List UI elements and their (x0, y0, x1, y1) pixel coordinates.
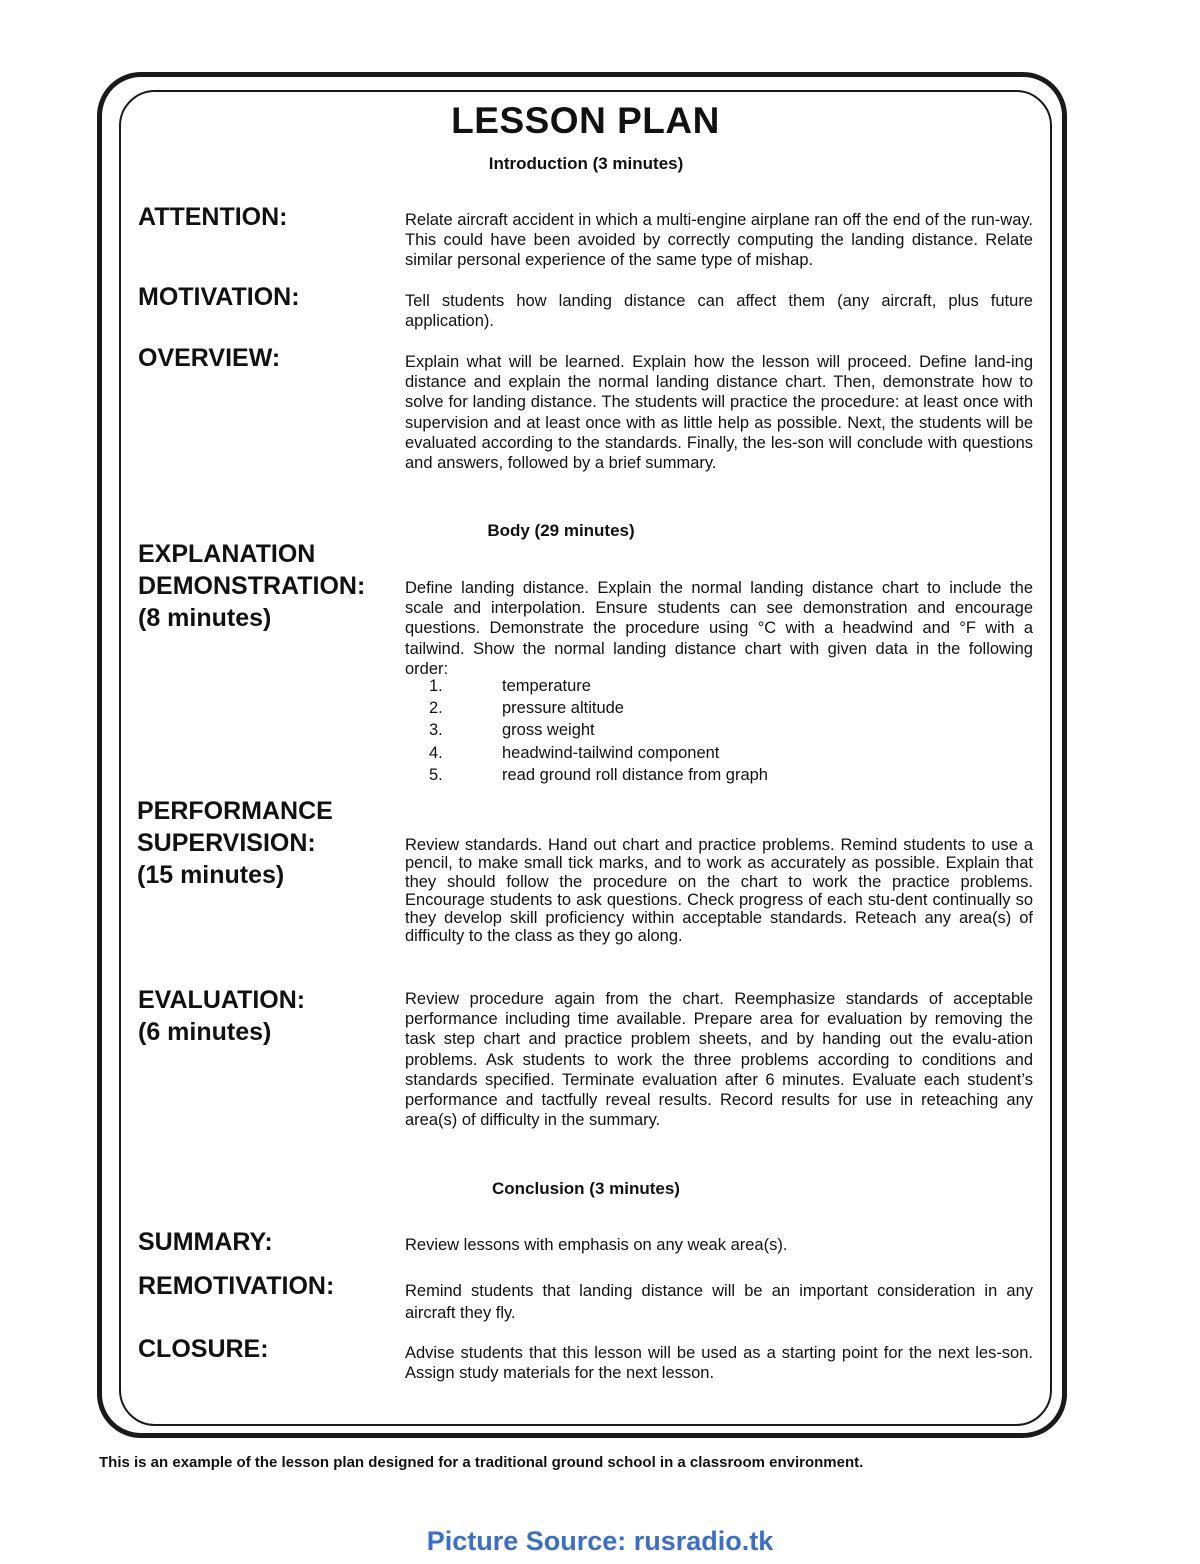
closure-text: Advise students that this lesson will be used as a starting point for the next les-son. Assign study materials for the next lesson. (405, 1344, 1033, 1383)
evaluation-label-line: (6 minutes) (138, 1018, 272, 1046)
performance-label (137, 795, 333, 891)
introduction-heading: Introduction (3 minutes) (488, 154, 684, 173)
explanation-text: Define landing distance. Explain the normal landing distance chart to include the scale and interpolation. Ensure students can see demonstration and encourage questions. Demonstrate the procedure using °C with a headwind and °F with a tailwind. Show the normal landing distance chart with given data in the following order: (405, 579, 1033, 678)
summary-label: SUMMARY: (138, 1228, 273, 1256)
attention-text: Relate aircraft accident in which a multi-engine airplane ran off the end of the run-way. This could have been avoided by correctly computing the landing distance. Relate similar personal experience of the same type of mishap. (405, 211, 1033, 270)
step-text: read ground roll distance from graph (502, 765, 768, 784)
motivation-text: Tell students how landing distance can affect them (any aircraft, plus future application). (405, 292, 1033, 331)
evaluation-text: Review procedure again from the chart. Reemphasize standards of acceptable performance including time available. Prepare area for evaluation by removing the task step chart and practice problem sheets, and by handing out the evalu-ation problems. Ask students to work the three problems according to conditions and standards specified. Terminate evaluation after 6 minutes. Evaluate each student’s performance and tactfully reveal results. Record results for use in reteaching any area(s) of difficulty in the summary. (405, 990, 1033, 1130)
overview-text: Explain what will be learned. Explain how the lesson will proceed. Define land-ing distance and explain the normal landing distance chart. Then, demonstrate how to solve for landing distance. The students will practice the procedure: at least once with supervision and at least once with as little help as possible. Next, the students will be evaluated according to the standards. Finally, the les-son will conclude with questions and answers, followed by a brief summary. (405, 353, 1033, 473)
performance-label-line: SUPERVISION: (137, 829, 316, 857)
step-text: pressure altitude (502, 698, 624, 717)
conclusion-heading: Conclusion (3 minutes) (492, 1179, 680, 1198)
list-item (405, 764, 1033, 786)
step-number: 1. (429, 676, 443, 695)
step-number: 2. (429, 698, 443, 717)
step-text: temperature (502, 676, 591, 695)
list-item (405, 720, 1033, 742)
body-heading: Body (29 minutes) (487, 521, 635, 540)
list-item (405, 742, 1033, 764)
evaluation-label (138, 984, 305, 1048)
explanation-label-line: EXPLANATION (138, 540, 316, 568)
explanation-label (138, 538, 365, 634)
remotivation-text: Remind students that landing distance will be an important consideration in any aircraft they fly. (405, 1282, 1033, 1322)
explanation-label-line: (8 minutes) (138, 604, 272, 632)
figure-caption: This is an example of the lesson plan designed for a traditional ground school in a classroom environment. (99, 1454, 864, 1471)
step-number: 5. (429, 765, 443, 784)
closure-label: CLOSURE: (138, 1335, 269, 1363)
list-item (405, 697, 1033, 719)
remotivation-label: REMOTIVATION: (138, 1272, 335, 1300)
step-number: 3. (429, 721, 443, 740)
motivation-label: MOTIVATION: (138, 283, 300, 311)
picture-source-link[interactable]: Picture Source: rusradio.tk (426, 1526, 774, 1556)
evaluation-label-line: EVALUATION: (138, 986, 306, 1014)
step-text: gross weight (502, 721, 595, 740)
page-title: LESSON PLAN (451, 100, 720, 141)
performance-label-line: (15 minutes) (137, 861, 285, 889)
list-item (405, 675, 1033, 697)
overview-label: OVERVIEW: (138, 344, 281, 372)
procedure-steps-list (405, 675, 1033, 786)
summary-text: Review lessons with emphasis on any weak area(s). (405, 1236, 788, 1254)
performance-text: Review standards. Hand out chart and practice problems. Remind students to use a pencil, to make small tick marks, and to work as accurately as possible. Explain that they should follow the procedure on the chart to work the practice problems. Encourage students to ask questions. Check progress of each stu-dent continually so they develop skill proficiency within acceptable standards. Reteach any area(s) of difficulty to the class as they go along. (405, 836, 1033, 946)
explanation-label-line: DEMONSTRATION: (138, 572, 366, 600)
attention-label: ATTENTION: (138, 203, 288, 231)
step-number: 4. (429, 743, 443, 762)
step-text: headwind-tailwind component (502, 743, 720, 762)
performance-label-line: PERFORMANCE (137, 797, 333, 825)
